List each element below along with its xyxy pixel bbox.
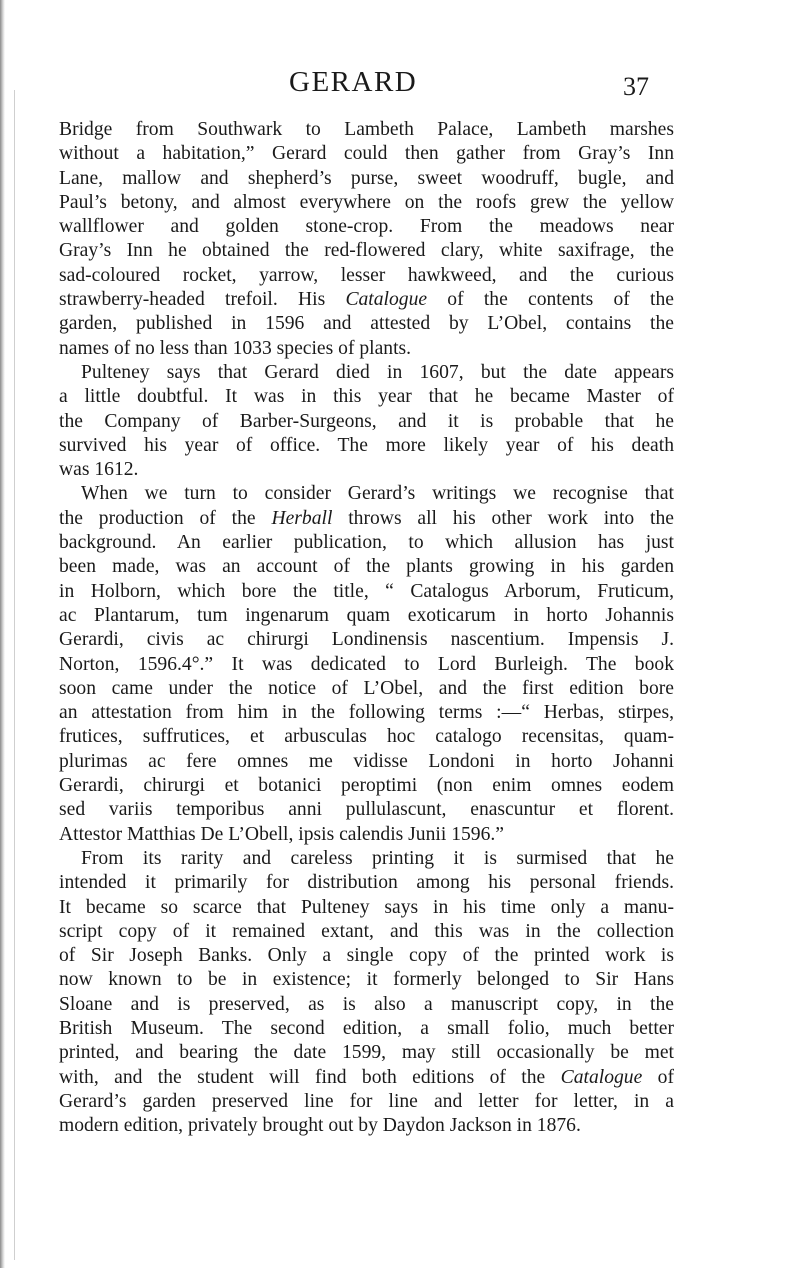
text-line: was 1612. (59, 459, 139, 481)
page-number: 37 (623, 72, 649, 101)
text-line: Attestor Matthias De L’Obell, ipsis calendis Junii 1596.” (59, 823, 504, 845)
text-line: ac Plantarum, tum ingenarum quam exoticarum in horto Johannis (59, 604, 674, 626)
text-line: names of no less than 1033 species of plants. (59, 337, 412, 359)
text-line: garden, published in 1596 and attested by L’Obel, contains the (59, 313, 674, 335)
paragraph (59, 482, 674, 846)
italic-title: Catalogue (560, 1066, 643, 1088)
text-line: Pulteney says that Gerard died in 1607, but the date appears (81, 361, 674, 383)
text-line: Paul’s betony, and almost everywhere on the roofs grew the yellow (59, 191, 674, 213)
text-line: Lane, mallow and shepherd’s purse, sweet woodruff, bugle, and (59, 167, 674, 189)
text-line: been made, was an account of the plants growing in his garden (59, 556, 674, 578)
text-line: sed variis temporibus anni pullulascunt, enascuntur et florent. (59, 799, 674, 821)
running-head (0, 62, 801, 102)
text-line: sad-coloured rocket, yarrow, lesser hawkweed, and the curious (59, 264, 674, 286)
running-title: GERARD (289, 66, 418, 98)
text-line: Bridge from Southwark to Lambeth Palace, Lambeth marshes (59, 119, 674, 140)
text-line: It became so scarce that Pulteney says in his time only a manu- (59, 896, 674, 918)
text-line: an attestation from him in the following terms :—“ Herbas, stirpes, (59, 702, 674, 724)
italic-title: Catalogue (345, 289, 428, 311)
text-line: printed, and bearing the date 1599, may still occasionally be met (59, 1042, 674, 1064)
text-line: modern edition, privately brought out by Daydon Jackson in 1876. (59, 1115, 581, 1137)
page-edge-shadow (0, 0, 5, 1268)
text-line: survived his year of office. The more likely year of his death (59, 434, 674, 456)
text-line: From its rarity and careless printing it is surmised that he (81, 847, 674, 869)
text-line: without a habitation,” Gerard could then gather from Gray’s Inn (59, 143, 674, 165)
text-line: Norton, 1596.4°.” It was dedicated to Lord Burleigh. The book (59, 653, 674, 675)
paragraph (59, 118, 674, 361)
text-line: a little doubtful. It was in this year that he became Master of (59, 386, 674, 408)
text-line: Gerardi, civis ac chirurgi Londinensis nascentium. Impensis J. (59, 629, 674, 651)
text-line: intended it primarily for distribution among his personal friends. (59, 872, 674, 894)
italic-title: Herball (271, 507, 333, 529)
text-line: strawberry-headed trefoil. His Catalogue of the contents of the (59, 289, 674, 311)
text-line: soon came under the notice of L’Obel, and the first edition bore (59, 677, 674, 699)
text-line: with, and the student will find both editions of the Catalogue of (59, 1066, 674, 1088)
text-line: now known to be in existence; it formerly belonged to Sir Hans (59, 969, 674, 991)
paragraph (59, 361, 674, 482)
text-line: Gray’s Inn he obtained the red-flowered clary, white saxifrage, the (59, 240, 674, 262)
text-line: of Sir Joseph Banks. Only a single copy of the printed work is (59, 945, 674, 967)
text-line: British Museum. The second edition, a small folio, much better (59, 1017, 674, 1039)
text-line: Gerard’s garden preserved line for line and letter for letter, in a (59, 1090, 674, 1112)
text-line: Gerardi, chirurgi et botanici peroptimi (non enim omnes eodem (59, 775, 674, 797)
text-line: the Company of Barber-Surgeons, and it is probable that he (59, 410, 674, 432)
text-line: frutices, suffrutices, et arbusculas hoc catalogo recensitas, quam- (59, 726, 674, 748)
text-line: Sloane and is preserved, as is also a manuscript copy, in the (59, 993, 674, 1015)
text-line: the production of the Herball throws all his other work into the (59, 507, 674, 529)
text-line: background. An earlier publication, to which allusion has just (59, 532, 674, 554)
text-line: plurimas ac fere omnes me vidisse Londoni in horto Johanni (59, 750, 674, 772)
text-line: script copy of it remained extant, and this was in the collection (59, 920, 674, 942)
text-line: in Holborn, which bore the title, “ Catalogus Arborum, Fruticum, (59, 580, 674, 602)
page-gutter-line (14, 90, 15, 1260)
text-line: wallflower and golden stone-crop. From the meadows near (59, 216, 674, 238)
paragraph (59, 847, 674, 1139)
text-line: When we turn to consider Gerard’s writings we recognise that (81, 483, 674, 505)
body-text (59, 118, 674, 1138)
